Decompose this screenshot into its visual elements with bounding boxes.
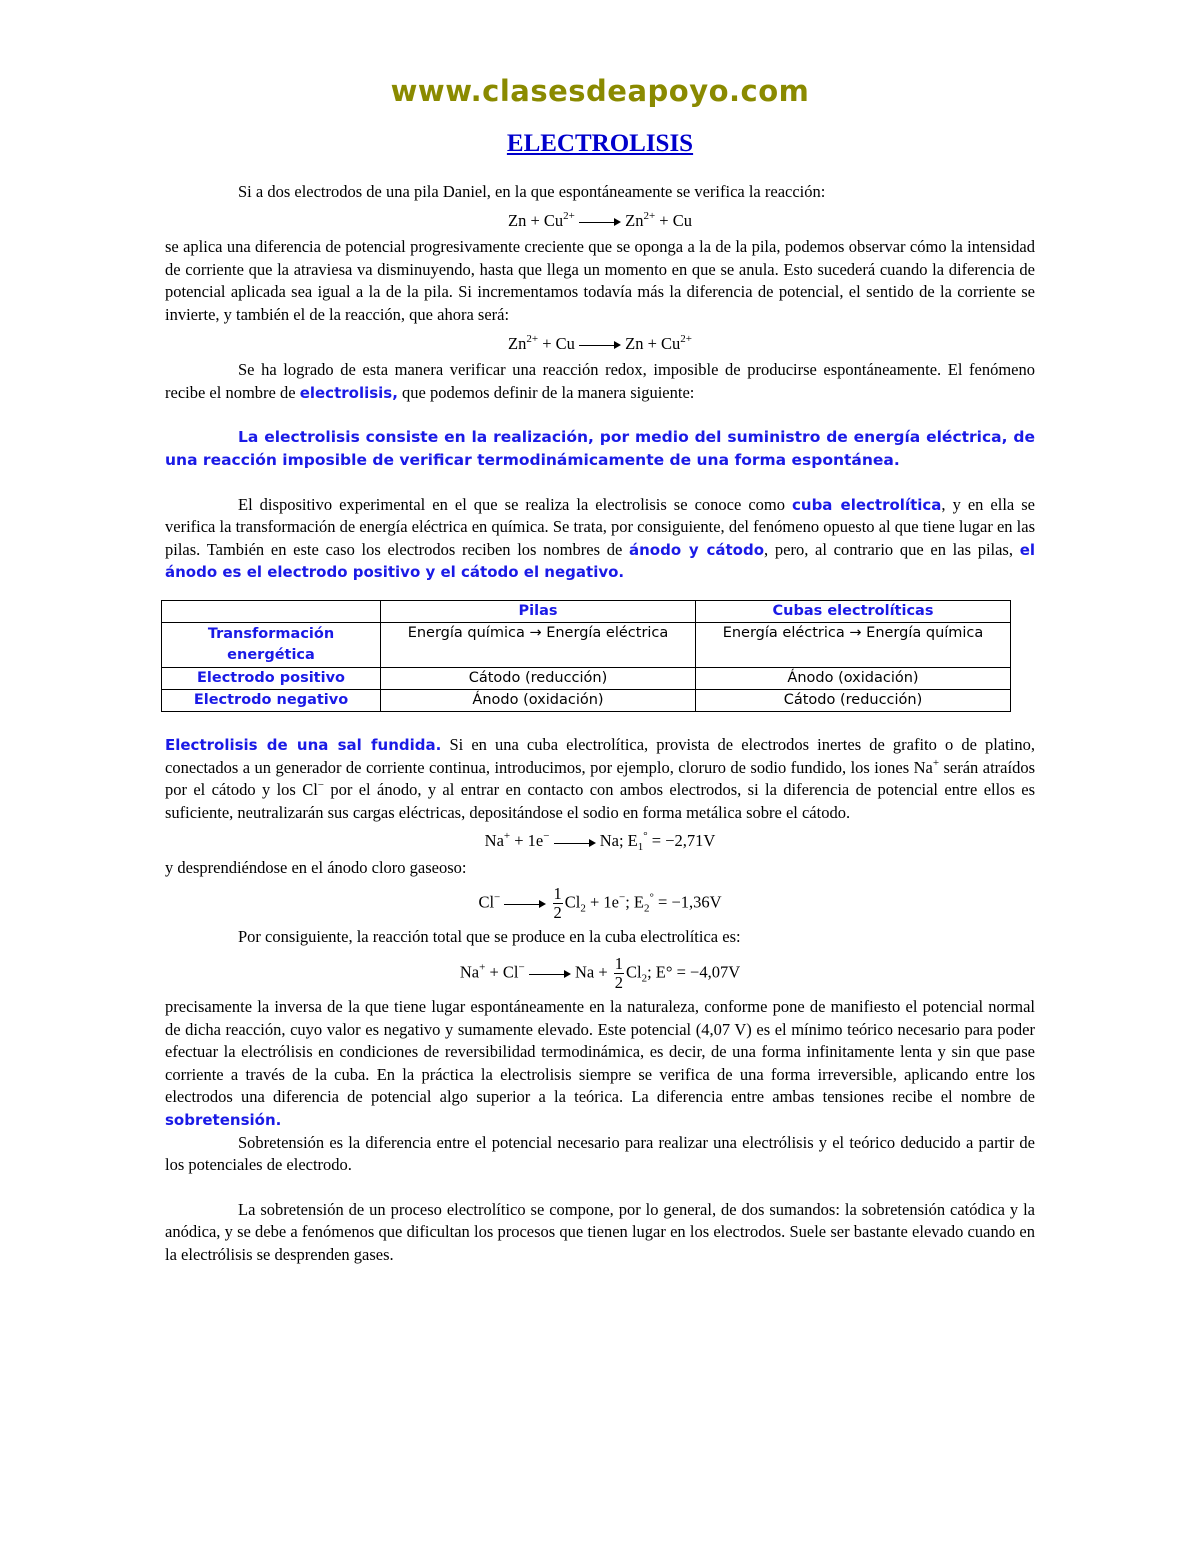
header-cubas: Cubas electrolíticas xyxy=(696,600,1011,622)
table-cell: Energía eléctrica → Energía química xyxy=(696,622,1011,667)
term-sobretension: sobretensión. xyxy=(165,1111,282,1130)
header-pilas: Pilas xyxy=(381,600,696,622)
chlorine-paragraph: y desprendiéndose en el ánodo cloro gaseoso: xyxy=(165,857,467,877)
table-corner xyxy=(162,600,381,622)
row-label: Electrodo negativo xyxy=(162,689,381,711)
table-cell: Ánodo (oxidación) xyxy=(696,667,1011,689)
heading-fused-salt: Electrolisis de una sal fundida. xyxy=(165,735,442,754)
comparison-table xyxy=(161,600,1011,712)
fraction-half: $\frac{1}{2}$ xyxy=(614,954,623,993)
table-row xyxy=(162,689,1011,711)
table-cell: Energía química → Energía eléctrica xyxy=(381,622,696,667)
table-row xyxy=(162,622,1011,667)
paragraph-5: Sobretensión es la diferencia entre el potencial necesario para realizar una electrólisis y el teórico deducido a partir de los potenciales de electrodo. xyxy=(165,1132,1035,1175)
term-anodo-catodo: ánodo y cátodo xyxy=(628,540,765,559)
table-row xyxy=(162,667,1011,689)
term-polarity: el ánodo es el electrodo positivo y el cátodo el negativo. xyxy=(165,540,1036,582)
arrow-icon xyxy=(529,969,571,979)
row-label: Electrodo positivo xyxy=(162,667,381,689)
intro-paragraph: Si a dos electrodos de una pila Daniel, en la que espontáneamente se verifica la reacción: xyxy=(238,182,826,201)
paragraph-1: se aplica una diferencia de potencial progresivamente creciente que se oponga a la de la pila, podemos observar cómo la intensidad de corriente que la atraviesa va disminuyendo, hasta que llega un momento en que se anula. Esto sucederá cuando la diferencia de potencial aplicada sea igual a la de la pila. Si incrementamos todavía más la diferencia de potencial, el sentido de la corriente se invierte, y también el de la reacción, que ahora será: xyxy=(165,237,1035,324)
arrow-icon xyxy=(579,217,621,227)
term-cuba: cuba electrolítica xyxy=(792,495,942,514)
paragraph-6: La sobretensión de un proceso electrolítico se compone, por lo general, de dos sumandos: la sobretensión catódica y la anódica, y se debe a fenómenos que dificultan los procesos que tienen lugar en los electrodos. Suele ser bastante elevado cuando en la electrólisis se desprenden gases. xyxy=(165,1199,1035,1264)
arrow-icon xyxy=(504,899,546,909)
fraction-half: $\frac{1}{2}$ xyxy=(553,884,562,923)
equation-5: Na+ + Cl− Na + $\frac{1}{2}$ $Cl_2$; E° = −4,07V xyxy=(459,954,741,993)
paragraph-3: El dispositivo experimental en el que se realiza la electrolisis se conoce como cuba electrolítica, y en ella se verifica la transformación de energía eléctrica en química. Se trata, por consiguiente, del fenómeno opuesto al que tiene lugar en las pilas. También en este caso los electrodos reciben los nombres de ánodo y cátodo, pero, al contrario que en las pilas, el ánodo es el electrodo positivo y el cátodo el negativo. xyxy=(165,494,1036,582)
paragraph-2: Se ha logrado de esta manera verificar una reacción redox, imposible de producirse espontáneamente. El fenómeno recibe el nombre de electrolisis, que podemos definir de la manera siguiente: xyxy=(165,360,1035,402)
equation-2: $Zn^{2+} + Cu$ $Zn + Cu^{2+}$ xyxy=(508,332,692,353)
arrow-icon xyxy=(554,838,596,848)
definition-paragraph: La electrolisis consiste en la realización, por medio del suministro de energía eléctrica, de una reacción imposible de verificar termodinámicamente de una forma espontánea. xyxy=(165,428,1035,469)
equation-3: Na+ + 1e− Na; $E_1^\circ = -2,71V$ xyxy=(484,830,716,854)
document-page xyxy=(165,60,1035,1267)
site-header[interactable]: www.clasesdeapoyo.com xyxy=(390,74,810,108)
equation-4: Cl− $\frac{1}{2}$ $Cl_2 + 1e^-$; $E_2^\circ = -1,36V$ xyxy=(478,884,722,923)
total-paragraph: Por consiguiente, la reacción total que se produce en la cuba electrolítica es: xyxy=(238,927,741,947)
table-header-row xyxy=(162,600,1011,622)
table-cell: Ánodo (oxidación) xyxy=(381,689,696,711)
page-title: ELECTROLISIS xyxy=(506,130,694,157)
table-cell: Cátodo (reducción) xyxy=(381,667,696,689)
paragraph-4: precisamente la inversa de la que tiene lugar espontáneamente en la naturaleza, conforme pone de manifiesto el potencial normal de dicha reacción, cuyo valor es negativo y sumamente elevado. Este potencial (4,07 V) es el mínimo teórico necesario para poder efectuar la electrólisis en condiciones de reversibilidad termodinámica, es decir, de una forma infinitamente lenta y sin que pase corriente a través de la cuba. En la práctica la electrolisis siempre se verifica de una forma irreversible, aplicando entre los electrodos una diferencia de potencial algo superior a la teórica. La diferencia entre ambas tensiones recibe el nombre de sobretensión. xyxy=(165,997,1035,1130)
table-cell: Cátodo (reducción) xyxy=(696,689,1011,711)
equation-1: $Zn + Cu^{2+}$ $Zn^{2+} + Cu$ xyxy=(508,209,692,230)
term-electrolisis: electrolisis, xyxy=(299,383,398,402)
paragraph-fused: Electrolisis de una sal fundida. Si en una cuba electrolítica, provista de electrodos inertes de grafito o de platino, conectados a un generador de corriente continua, introducimos, por ejemplo, cloruro de sodio fundido, los iones Na+ serán atraídos por el cátodo y los Cl− por el ánodo, y al entrar en contacto con ambos electrodos, si la diferencia de potencial entre ellos es suficiente, neutralizarán sus cargas eléctricas, depositándose el sodio en forma metálica sobre el cátodo. xyxy=(165,734,1035,822)
row-label: Transformación energética xyxy=(162,622,381,667)
arrow-icon xyxy=(579,340,621,350)
